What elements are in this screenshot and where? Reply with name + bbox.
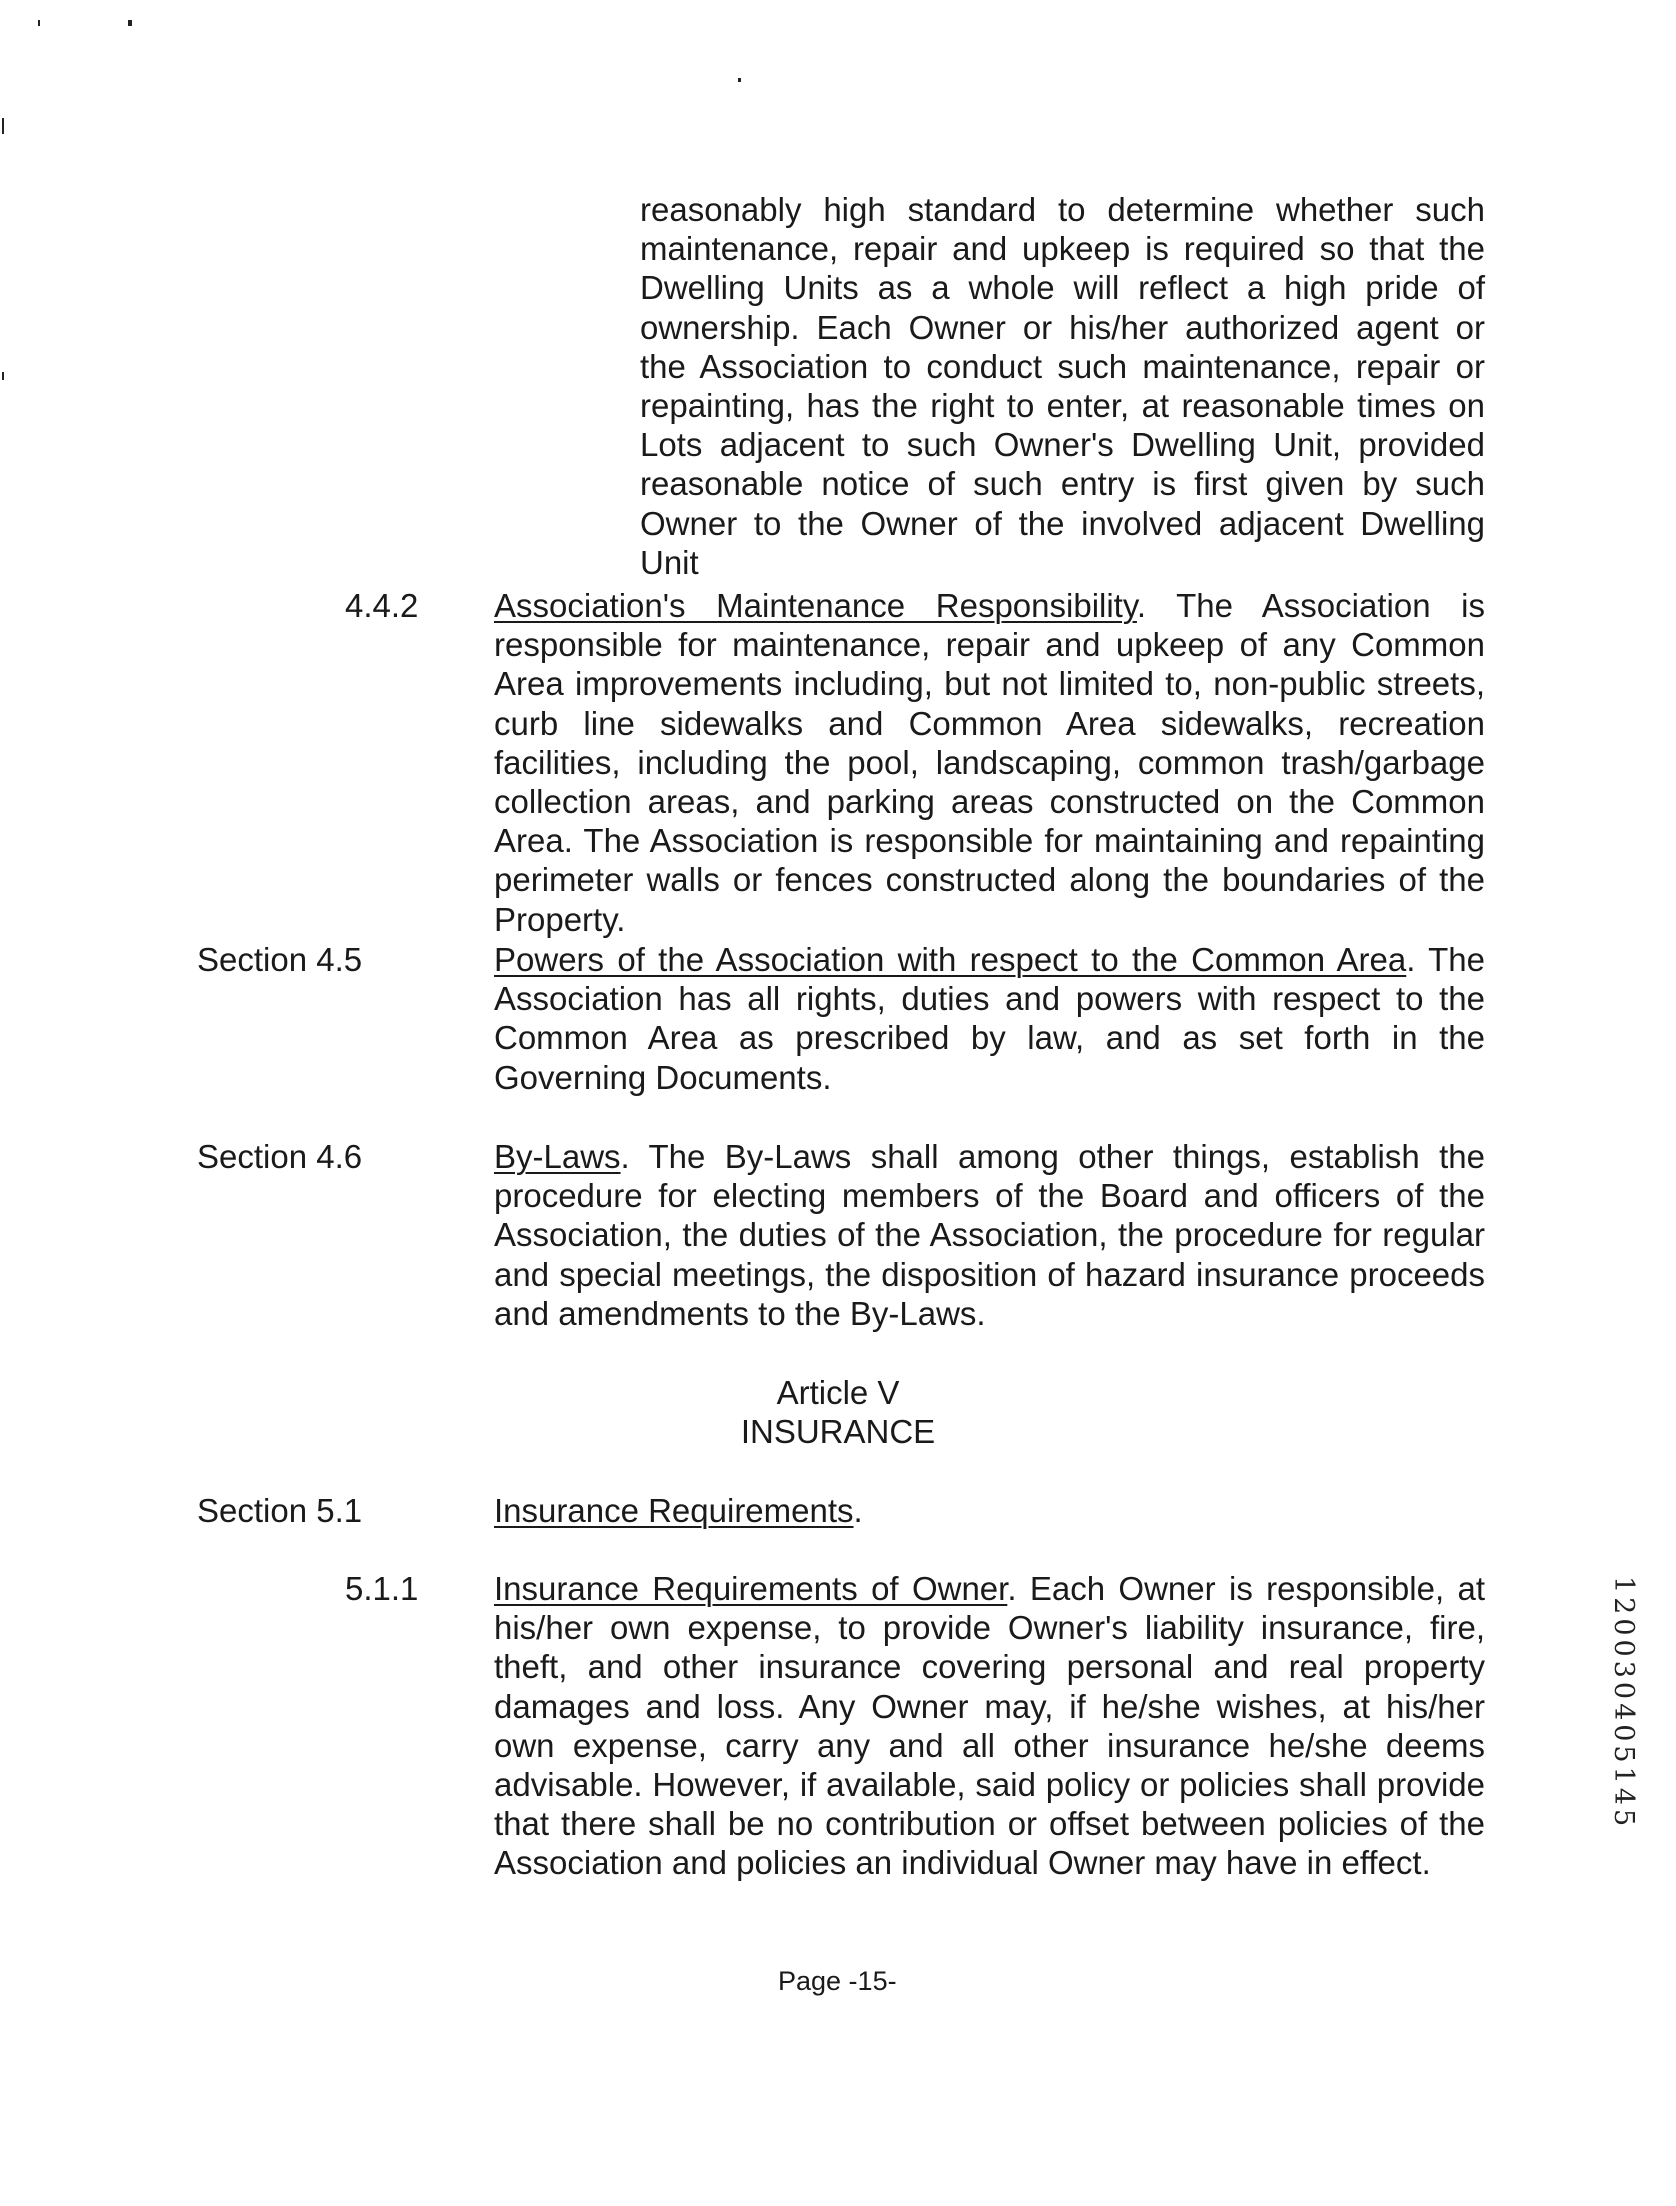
page-number: Page -15- <box>778 1966 897 1996</box>
section-4-6-text: . The By-Laws shall among other things, establish the procedure for electing members of the Board and officers of the Association, the duties of the Association, the procedure for regular and special meetings, the disposition of hazard insurance proceeds and amendments to the By-Laws. <box>494 1138 1485 1332</box>
scan-speck <box>738 78 741 82</box>
section-4-5-title: Powers of the Association with respect to the Common Area <box>494 941 1407 978</box>
continuation-paragraph <box>640 190 1485 582</box>
scan-speck <box>2 372 4 380</box>
section-label-4-6 <box>197 1137 362 1176</box>
section-4-6-paragraph <box>494 1137 1485 1333</box>
scan-speck <box>38 20 40 26</box>
section-label-text: Section 4.5 <box>197 941 363 978</box>
section-4-5-text: . The Association has all rights, duties and powers with respect to the Common Area as prescribed by law, and as set forth in the Governing Documents. <box>494 941 1485 1096</box>
subsection-4-4-2-paragraph <box>494 586 1485 939</box>
section-label-text: Section 4.6 <box>197 1138 363 1175</box>
section-label-text: Section 5.1 <box>197 1492 363 1529</box>
scan-speck <box>128 20 132 26</box>
section-label-5-1 <box>197 1491 362 1530</box>
subsection-number-4-4-2 <box>345 586 418 625</box>
recording-number-stamp <box>1603 1576 1643 1906</box>
subsection-number-text: 5.1.1 <box>345 1570 419 1607</box>
subsection-number-5-1-1 <box>345 1569 418 1608</box>
article-title: INSURANCE <box>740 1413 936 1450</box>
section-4-5-paragraph <box>494 940 1485 1097</box>
subsection-4-4-2-text: . The Association is responsible for maintenance, repair and upkeep of any Common Area improvements including, but not limited to, non-public streets, curb line sidewalks and Common Area sidewalks, recreation facilities, including the pool, landscaping, common trash/garbage collection areas, and parking areas constructed on the Common Area. The Association is responsible for maintaining and repainting perimeter walls or fences constructed along the boundaries of the Property. <box>494 587 1485 938</box>
section-label-4-5 <box>197 940 362 979</box>
article-number: Article V <box>776 1374 900 1411</box>
scan-speck <box>2 118 4 134</box>
section-5-1-title: Insurance Requirements <box>494 1492 854 1529</box>
continuation-text: reasonably high standard to determine whether such maintenance, repair and upkeep is required so that the Dwelling Units as a whole will reflect a high pride of ownership. Each Owner or his/her authorized agent or the Association to conduct such maintenance, repair or repainting, has the right to enter, at reasonable times on Lots adjacent to such Owner's Dwelling Unit, provided reasonable notice of such entry is first given by such Owner to the Owner of the involved adjacent Dwelling Unit <box>640 191 1485 581</box>
section-4-6-title: By-Laws <box>494 1138 621 1175</box>
subsection-number-text: 4.4.2 <box>345 587 419 624</box>
subsection-5-1-1-text: . Each Owner is responsible, at his/her own expense, to provide Owner's liability insurance, fire, theft, and other insurance covering personal and real property damages and loss. Any Owner may, if he/she wishes, at his/her own expense, carry any and all other insurance he/she deems advisable. However, if available, said policy or policies shall provide that there shall be no contribution or offset between policies of the Association and policies an individual Owner may have in effect. <box>494 1570 1485 1882</box>
section-5-1-heading <box>494 1491 863 1530</box>
subsection-4-4-2-title: Association's Maintenance Responsibility <box>494 587 1137 624</box>
subsection-5-1-1-title: Insurance Requirements of Owner <box>494 1570 1008 1607</box>
section-5-1-punct: . <box>853 1492 863 1529</box>
subsection-5-1-1-paragraph <box>494 1569 1485 1883</box>
recording-number: 120030405145 <box>1608 1576 1639 1831</box>
